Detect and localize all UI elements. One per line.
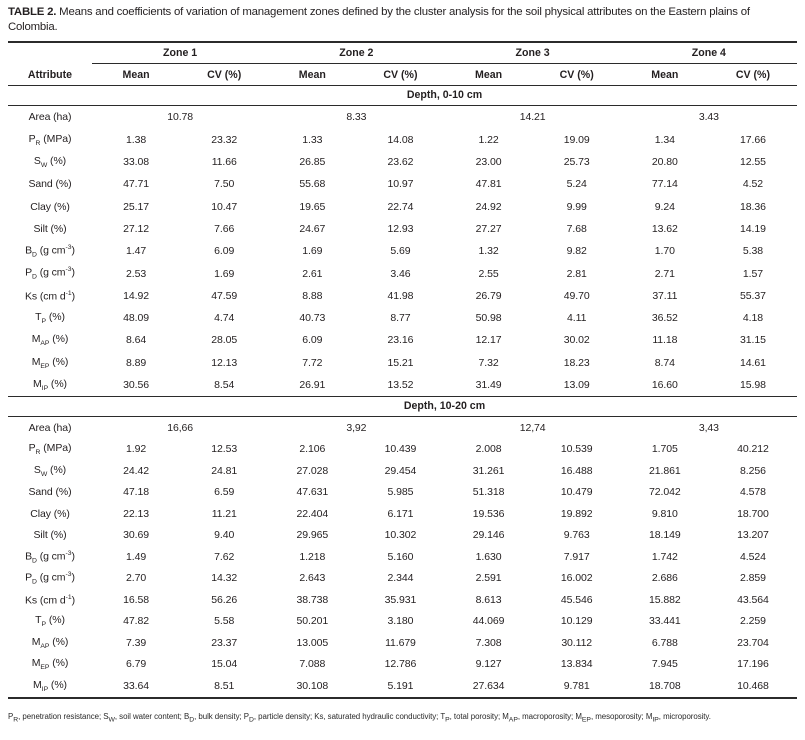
cv-value: 5.38	[742, 245, 763, 258]
table-row	[8, 151, 797, 173]
table-row	[8, 675, 797, 697]
table-row	[8, 129, 797, 151]
cv-value: 29.454	[384, 464, 417, 477]
mean-value: 1.742	[651, 550, 678, 563]
mean-value: 18.708	[649, 679, 681, 692]
mean-value: 1.34	[654, 133, 675, 146]
cv-value: 30.112	[561, 636, 593, 649]
mean-value: 2.70	[126, 572, 147, 585]
cv-value: 18.36	[740, 200, 766, 213]
mean-value: 24.67	[299, 222, 326, 235]
cv-value: 10.439	[384, 443, 417, 456]
cv-value: 15.21	[387, 356, 414, 369]
cv-value: 19.892	[560, 507, 593, 520]
mean-value: 1.47	[126, 245, 147, 258]
mean-value: 47.82	[123, 615, 149, 628]
zone-3-header: Zone 3	[515, 47, 550, 60]
cv-value: 8.51	[214, 679, 235, 692]
cv-value: 47.59	[211, 289, 238, 302]
cv-value: 30.02	[563, 334, 590, 347]
attribute-label: $B_D$ (g $cm^{-3}$)	[25, 549, 75, 565]
table-row	[8, 352, 797, 374]
table-row	[8, 285, 797, 307]
mean-value: 27.028	[296, 464, 329, 477]
mean-value: 7.32	[478, 356, 499, 369]
mean-value: 1.70	[654, 245, 675, 258]
mean-value: 38.738	[296, 593, 329, 606]
table-row	[8, 329, 797, 351]
attribute-label: $M_{AP}$ (%)	[31, 333, 69, 348]
cv-value: 15.04	[211, 658, 238, 671]
table-row	[8, 654, 797, 676]
attribute-label: Ks (cm $d^{-1}$)	[24, 593, 76, 607]
mean-value: 20.80	[651, 156, 678, 169]
attribute-label: Clay (%)	[30, 200, 70, 213]
mean-value: 1.92	[126, 443, 147, 456]
cv-value: 9.40	[214, 529, 235, 542]
area-value: 3,43	[698, 421, 719, 434]
attribute-label: $P_R$ (MPa)	[28, 442, 72, 457]
cv-value: 4.52	[742, 178, 763, 191]
cv-value: 9.82	[566, 245, 587, 258]
zone-1-cv-header: CV (%)	[207, 68, 242, 81]
cv-value: 5.69	[390, 245, 411, 258]
cv-value: 6.171	[387, 507, 414, 520]
area-row	[8, 106, 797, 128]
cv-value: 9.99	[566, 200, 587, 213]
depth-section-0-10	[8, 86, 797, 396]
table-row	[8, 196, 797, 218]
cv-value: 10.468	[737, 679, 769, 692]
cv-value: 10.129	[560, 615, 593, 628]
mean-value: 1.49	[126, 550, 147, 563]
table-row	[8, 460, 797, 482]
mean-value: 1.69	[302, 245, 323, 258]
cv-value: 19.09	[563, 133, 590, 146]
cv-value: 3.46	[390, 267, 411, 280]
cv-value: 15.98	[740, 379, 766, 392]
cv-value: 22.74	[387, 200, 414, 213]
mean-value: 13.005	[296, 636, 329, 649]
mean-value: 2.71	[654, 267, 675, 280]
cv-value: 11.66	[211, 156, 237, 169]
cv-value: 2.81	[566, 267, 587, 280]
mean-value: 8.74	[654, 356, 675, 369]
attribute-label: Clay (%)	[30, 507, 70, 520]
cv-value: 25.73	[563, 156, 590, 169]
mean-value: 22.13	[123, 507, 149, 520]
area-value: 3.43	[698, 111, 719, 124]
attribute-header: Attribute	[27, 68, 73, 81]
cv-value: 14.19	[740, 222, 766, 235]
cv-value: 10.479	[560, 486, 593, 499]
cv-value: 55.37	[740, 289, 766, 302]
cv-value: 4.18	[742, 312, 763, 325]
cv-value: 43.564	[737, 593, 769, 606]
attribute-label: $P_D$ (g $cm^{-3}$)	[25, 266, 75, 281]
mean-value: 15.882	[649, 593, 681, 606]
zone-2-cv-header: CV (%)	[383, 68, 418, 81]
mean-value: 29.146	[472, 529, 505, 542]
zone-1-header: Zone 1	[163, 47, 198, 60]
mean-value: 13.62	[651, 222, 678, 235]
attribute-label: Ks (cm $d^{-1}$)	[24, 289, 76, 303]
attribute-label: Silt (%)	[33, 222, 67, 235]
cv-value: 14.08	[387, 133, 414, 146]
cv-value: 5.160	[387, 550, 414, 563]
table-row	[8, 632, 797, 654]
cv-value: 16.002	[560, 572, 593, 585]
mean-value: 47.631	[296, 486, 329, 499]
cv-value: 23.37	[211, 636, 238, 649]
mean-value: 33.441	[649, 615, 681, 628]
attribute-label: $P_D$ (g $cm^{-3}$)	[25, 571, 75, 586]
mean-value: 21.861	[649, 464, 681, 477]
attribute-label: $M_{EP}$ (%)	[31, 355, 69, 370]
table-row	[8, 503, 797, 525]
zone-header-row	[8, 43, 797, 63]
mean-value: 27.12	[123, 222, 149, 235]
attribute-label: $S_W$ (%)	[33, 155, 67, 170]
table-row	[8, 546, 797, 568]
mean-value: 2.008	[475, 443, 502, 456]
cv-value: 56.26	[211, 593, 238, 606]
mean-value: 16.58	[123, 593, 149, 606]
cv-value: 2.859	[740, 572, 766, 585]
cv-value: 2.259	[740, 615, 766, 628]
attribute-label: Sand (%)	[28, 178, 72, 191]
cv-value: 8.77	[390, 312, 411, 325]
mean-value: 47.18	[123, 486, 149, 499]
area-value: 14.21	[519, 111, 546, 124]
mean-value: 29.965	[296, 529, 329, 542]
cv-value: 35.931	[384, 593, 417, 606]
mean-value: 9.810	[651, 507, 678, 520]
cv-value: 23.62	[387, 156, 414, 169]
table-row	[8, 240, 797, 262]
mean-value: 1.33	[302, 133, 323, 146]
mean-value: 55.68	[299, 178, 326, 191]
mean-value: 50.98	[475, 312, 502, 325]
table-row	[8, 439, 797, 461]
cv-value: 24.81	[211, 464, 238, 477]
mean-value: 50.201	[296, 615, 329, 628]
zone-4-cv-header: CV (%)	[735, 68, 770, 81]
mean-value: 8.89	[126, 356, 147, 369]
cv-value: 11.679	[385, 636, 416, 649]
column-header-row	[8, 64, 797, 86]
table-row	[8, 525, 797, 547]
mean-value: 11.18	[652, 334, 678, 347]
attribute-label: Area (ha)	[28, 421, 72, 434]
mean-value: 47.71	[123, 178, 149, 191]
cv-value: 10.302	[384, 529, 417, 542]
cv-value: 12.786	[384, 658, 417, 671]
table-row	[8, 262, 797, 284]
attribute-label: $T_P$ (%)	[35, 614, 65, 629]
table-caption-label: TABLE 2.	[8, 6, 57, 18]
attribute-label: $S_W$ (%)	[33, 463, 67, 478]
cv-value: 18.700	[737, 507, 769, 520]
mean-value: 8.88	[302, 289, 323, 302]
attribute-label: Silt (%)	[33, 529, 67, 542]
mean-value: 2.55	[478, 267, 499, 280]
mean-value: 23.00	[475, 156, 502, 169]
cv-value: 13.52	[387, 379, 414, 392]
cv-value: 5.58	[214, 615, 235, 628]
cv-value: 49.70	[563, 289, 590, 302]
cv-value: 5.24	[566, 178, 587, 191]
table-row	[8, 374, 797, 396]
zone-2-mean-header: Mean	[298, 68, 326, 81]
cv-value: 10.97	[387, 178, 414, 191]
cv-value: 10.47	[211, 200, 238, 213]
mean-value: 2.686	[651, 572, 678, 585]
mean-value: 31.49	[475, 379, 502, 392]
cv-value: 14.61	[740, 356, 766, 369]
cv-value: 16.488	[560, 464, 593, 477]
cv-value: 12.93	[387, 222, 414, 235]
cv-value: 8.54	[214, 379, 235, 392]
area-value: 3,92	[346, 421, 367, 434]
mean-value: 12.17	[475, 334, 502, 347]
mean-value: 31.261	[472, 464, 505, 477]
attribute-label: $M_{IP}$ (%)	[33, 678, 67, 693]
mean-value: 26.85	[299, 156, 326, 169]
table-row	[8, 568, 797, 590]
zone-1-mean-header: Mean	[122, 68, 150, 81]
cv-value: 4.74	[214, 312, 235, 325]
zone-4-mean-header: Mean	[651, 68, 679, 81]
cv-value: 3.180	[387, 615, 414, 628]
attribute-label: $M_{EP}$ (%)	[31, 657, 69, 672]
mean-value: 27.27	[475, 222, 502, 235]
cv-value: 17.66	[740, 133, 766, 146]
cv-value: 6.59	[214, 486, 235, 499]
cv-value: 18.23	[563, 356, 590, 369]
mean-value: 30.69	[123, 529, 149, 542]
cv-value: 9.781	[563, 679, 590, 692]
cv-value: 1.69	[214, 267, 235, 280]
mean-value: 2.106	[299, 443, 326, 456]
table-row	[8, 482, 797, 504]
mean-value: 36.52	[651, 312, 678, 325]
cv-value: 13.09	[563, 379, 590, 392]
mean-value: 30.56	[123, 379, 149, 392]
cv-value: 14.32	[211, 572, 238, 585]
attribute-label: $M_{AP}$ (%)	[31, 635, 69, 650]
cv-value: 4.524	[740, 550, 766, 563]
cv-value: 7.62	[214, 550, 235, 563]
table-row	[8, 218, 797, 240]
cv-value: 4.578	[740, 486, 766, 499]
table-caption	[8, 5, 797, 35]
cv-value: 5.985	[387, 486, 414, 499]
zone-2-header: Zone 2	[339, 47, 374, 60]
depth-section-10-20	[8, 396, 797, 697]
mean-value: 7.088	[299, 658, 326, 671]
footnote: $P_R$, penetration resistance; $S_W$, soil water content; $B_D$, bulk density; $P_D$, particle density; Ks, saturated hydraulic conductivity; $T_P$, total porosity; $M_{AP}$, macroporosity; $M_{EP}$, mesoporosity; $M_{IP}$, microporosity.	[8, 711, 711, 724]
mean-value: 47.81	[475, 178, 502, 191]
mean-value: 1.22	[478, 133, 499, 146]
mean-value: 7.945	[651, 658, 678, 671]
mean-value: 19.536	[472, 507, 505, 520]
mean-value: 37.11	[652, 289, 678, 302]
cv-value: 7.68	[566, 222, 587, 235]
table-row	[8, 307, 797, 329]
depth-section-rows	[8, 417, 797, 697]
mean-value: 8.64	[126, 334, 147, 347]
cv-value: 5.191	[387, 679, 414, 692]
mean-value: 2.53	[126, 267, 147, 280]
mean-value: 33.08	[123, 156, 149, 169]
cv-value: 23.16	[387, 334, 414, 347]
area-row	[8, 417, 797, 439]
area-value: 16,66	[167, 421, 194, 434]
area-value: 8.33	[346, 111, 367, 124]
table-caption-text: Means and coefficients of variation of management zones defined by the cluster analysis for the soil physical attributes on the Eastern plains of Colombia.	[8, 6, 750, 34]
cv-value: 40.212	[737, 443, 769, 456]
mean-value: 44.069	[472, 615, 505, 628]
mean-value: 25.17	[123, 200, 149, 213]
cv-value: 23.32	[211, 133, 238, 146]
mean-value: 33.64	[123, 679, 149, 692]
cv-value: 1.57	[742, 267, 763, 280]
cv-value: 23.704	[737, 636, 769, 649]
cv-value: 41.98	[387, 289, 414, 302]
mean-value: 40.73	[299, 312, 326, 325]
cv-value: 45.546	[560, 593, 593, 606]
cv-value: 6.09	[214, 245, 235, 258]
cv-value: 12.13	[211, 356, 238, 369]
data-table	[8, 41, 797, 698]
table-row	[8, 611, 797, 633]
mean-value: 1.705	[651, 443, 678, 456]
mean-value: 1.32	[478, 245, 499, 258]
mean-value: 16.60	[651, 379, 678, 392]
mean-value: 72.042	[649, 486, 681, 499]
cv-value: 9.763	[563, 529, 590, 542]
cv-value: 7.917	[563, 550, 590, 563]
mean-value: 2.591	[475, 572, 502, 585]
cv-value: 12.55	[740, 156, 766, 169]
cv-value: 2.344	[387, 572, 414, 585]
cv-value: 8.256	[740, 464, 766, 477]
mean-value: 14.92	[123, 289, 149, 302]
mean-value: 19.65	[299, 200, 326, 213]
zone-3-cv-header: CV (%)	[559, 68, 594, 81]
mean-value: 2.643	[299, 572, 326, 585]
cv-value: 28.05	[211, 334, 238, 347]
mean-value: 30.108	[296, 679, 329, 692]
mean-value: 2.61	[302, 267, 323, 280]
mean-value: 8.613	[475, 593, 502, 606]
cv-value: 7.66	[214, 222, 235, 235]
table-row	[8, 173, 797, 195]
cv-value: 7.50	[214, 178, 235, 191]
mean-value: 1.38	[126, 133, 147, 146]
mean-value: 9.24	[654, 200, 675, 213]
zone-4-header: Zone 4	[691, 47, 726, 60]
depth-section-header: Depth, 10-20 cm	[8, 396, 797, 417]
mean-value: 7.72	[302, 356, 323, 369]
mean-value: 9.127	[475, 658, 502, 671]
mean-value: 26.91	[299, 379, 326, 392]
attribute-label: $M_{IP}$ (%)	[33, 377, 67, 393]
mean-value: 27.634	[472, 679, 505, 692]
cv-value: 13.207	[737, 529, 769, 542]
cv-value: 17.196	[737, 658, 769, 671]
depth-section-rows	[8, 106, 797, 396]
mean-value: 24.42	[123, 464, 149, 477]
area-value: 12,74	[519, 421, 546, 434]
mean-value: 1.218	[299, 550, 326, 563]
cv-value: 31.15	[740, 334, 766, 347]
attribute-label: Sand (%)	[28, 486, 72, 499]
table-row	[8, 589, 797, 611]
cv-value: 11.21	[211, 507, 237, 520]
attribute-label: $P_R$ (MPa)	[28, 132, 72, 147]
cv-value: 13.834	[560, 658, 593, 671]
attribute-label: Area (ha)	[28, 111, 72, 124]
area-value: 10.78	[167, 111, 194, 124]
cv-value: 4.11	[567, 312, 587, 325]
mean-value: 6.09	[302, 334, 323, 347]
mean-value: 26.79	[475, 289, 502, 302]
mean-value: 6.79	[126, 658, 147, 671]
mean-value: 24.92	[475, 200, 502, 213]
mean-value: 1.630	[475, 550, 502, 563]
cv-value: 10.539	[560, 443, 593, 456]
mean-value: 22.404	[296, 507, 329, 520]
mean-value: 7.308	[475, 636, 502, 649]
cv-value: 12.53	[211, 443, 238, 456]
mean-value: 51.318	[472, 486, 505, 499]
mean-value: 7.39	[126, 636, 147, 649]
mean-value: 77.14	[651, 178, 678, 191]
mean-value: 48.09	[123, 312, 149, 325]
mean-value: 6.788	[651, 636, 678, 649]
zone-3-mean-header: Mean	[475, 68, 503, 81]
attribute-label: $T_P$ (%)	[35, 311, 65, 326]
depth-section-header: Depth, 0-10 cm	[8, 86, 797, 106]
mean-value: 18.149	[649, 529, 681, 542]
attribute-label: $B_D$ (g $cm^{-3}$)	[25, 243, 75, 259]
